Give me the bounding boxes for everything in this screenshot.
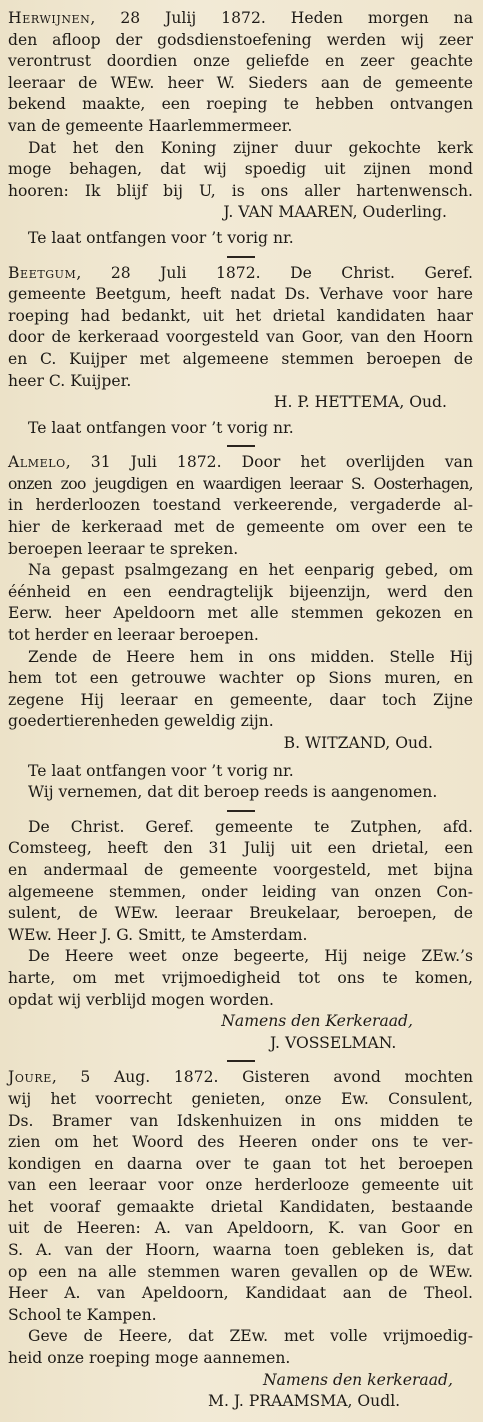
article-text-line: goedertierenheden geweldig zijn. [8,712,274,731]
article-text-line: onzen zoo jeugdigen en waardigen leeraar S. Oosterhagen, [8,474,473,493]
article-signature: M. J. PRAAMSMA, Oudl. [208,1392,401,1411]
article-text-line: verontrust doordien onze geliefde en zeer geachte [8,52,473,71]
article-almelo [8,452,473,804]
article-text-line: hier de kerkeraad met de gemeente om over een te [8,518,473,537]
article-zutphen [8,817,473,1055]
article-text-line: den afloop der godsdienstoefening werden wij zeer [8,30,473,49]
article-text-line: S. A. van der Hoorn, waarna toen gebleken is, dat [8,1241,473,1260]
article-placename: Almelo [8,453,66,472]
article-text-line: uit de Heeren: A. van Apeldoorn, K. van Goor en [8,1219,473,1238]
article-herwijnen [8,8,473,250]
article-text-line: Ds. Bramer van Idskenhuizen in ons midden te [8,1111,473,1130]
article-joure [8,1067,473,1413]
article-text-line: en andermaal de gemeente voorgesteld, met bijna [8,860,473,879]
section-divider [227,256,255,258]
article-closing: Namens den Kerkeraad, [221,1012,413,1031]
article-closing: Namens den kerkeraad, [263,1370,453,1389]
article-text-line: Almelo, 31 Juli 1872. Door het overlijden van [8,453,473,472]
article-text-line: hooren: Ik blijf bij U, is ons aller hartenwensch. [8,181,473,200]
article-text-line: sulent, de WEw. leeraar Breukelaar, beroepen, de [8,904,473,923]
article-placename: Herwijnen [8,9,91,27]
article-text-line: opdat wij verblijd mogen worden. [8,990,275,1009]
article-signature: B. WITZAND, Oud. [283,734,433,752]
article-text-line: éénheid en een eendragtelijk bijeenzijn, werd den [8,582,473,601]
article-signature: J. VOSSELMAN. [270,1033,397,1052]
article-text-line: gemeente Beetgum, heeft nadat Ds. Verhave voor hare [8,285,473,304]
article-text-line: kondigen en daarna over te gaan tot het beroepen [8,1154,473,1173]
article-text-line: De Heere weet onze begeerte, Hij neige ZEw.’s [28,947,473,966]
section-divider [227,810,255,812]
article-text-line: en C. Kuijper met algemeene stemmen beroepen de [8,349,473,368]
article-signature: H. P. HETTEMA, Oud. [273,393,447,412]
article-text-line: bekend maakte, een roeping te hebben ontvangen [8,95,473,114]
article-text-line: door de kerkeraad voorgesteld van Goor, van den Hoorn [8,328,473,347]
article-beetgum [8,263,473,440]
article-text-line: Geve de Heere, dat ZEw. met volle vrijmoedig- [28,1327,473,1346]
article-text-line: tot herder en leeraar beroepen. [8,626,259,645]
article-text-line: beroepen leeraar te spreken. [8,539,239,558]
article-text-line: De Christ. Geref. gemeente te Zutphen, afd. [28,817,473,836]
late-note: Te laat ontfangen voor ’t vorig nr. [28,418,294,437]
article-text-line: moge behagen, dat wij spoedig uit zijnen mond [8,160,473,179]
article-text-line: zegene Hij leeraar en gemeente, daar toch Zijne [8,690,473,709]
article-text-line: Heer A. van Apeldoorn, Kandidaat aan de Theol. [8,1284,473,1303]
section-divider [227,445,255,447]
article-text-line: het vooraf gemaakte drietal Kandidaten, bestaande [8,1197,473,1216]
article-text-line: leeraar de WEw. heer W. Sieders aan de gemeente [8,73,473,92]
article-text-line: Herwijnen, 28 Julij 1872. Heden morgen na [8,9,473,27]
article-text-line: WEw. Heer J. G. Smitt, te Amsterdam. [8,925,308,944]
article-text-line: Eerw. heer Apeldoorn met alle stemmen gekozen en [8,604,473,623]
article-text-line: algemeene stemmen, onder leiding van onzen Con- [8,882,473,901]
article-signature: J. VAN MAAREN, Ouderling. [223,203,447,222]
article-text-line: Joure, 5 Aug. 1872. Gisteren avond mochten [8,1068,473,1087]
article-text-line: in herderloozen toestand verkeerende, vergaderde al- [8,496,473,515]
article-text-line: roeping had bedankt, uit het drietal kandidaten haar [8,306,473,325]
article-text-line: van een leeraar voor onze herderlooze gemeente uit [8,1176,473,1195]
article-placename: Beetgum [8,263,77,282]
article-text-line: hem tot een getrouwe wachter op Sions muren, en [8,669,473,688]
article-text-line: Comsteeg, heeft den 31 Julij uit een drietal, een [8,839,473,858]
article-text-line: Beetgum, 28 Juli 1872. De Christ. Geref. [8,263,473,282]
article-text-line: harte, om met vrijmoedigheid tot ons te komen, [8,968,473,987]
article-text-line: wij het voorrecht genieten, onze Ew. Consulent, [8,1089,473,1108]
article-text-line: op een na alle stemmen waren gevallen op de WEw. [8,1262,473,1281]
article-text-line: School te Kampen. [8,1305,157,1324]
article-text-line: heid onze roeping moge aannemen. [8,1349,291,1368]
late-note: Te laat ontfangen voor ’t vorig nr. [28,228,294,247]
article-text-line: Dat het den Koning zijner duur gekochte kerk [28,138,473,157]
article-text-line: van de gemeente Haarlemmermeer. [8,116,293,135]
article-placename: Joure [8,1068,52,1087]
article-text-line: Zende de Heere hem in ons midden. Stelle Hij [28,647,473,666]
article-text-line: zien om het Woord des Heeren onder ons te ver- [8,1133,473,1152]
section-divider [227,1060,255,1062]
article-text-line: heer C. Kuijper. [8,371,132,390]
late-note: Te laat ontfangen voor ’t vorig nr. [28,761,294,780]
article-text-line: Na gepast psalmgezang en het eenparig gebed, om [28,561,473,580]
acceptance-note: Wij vernemen, dat dit beroep reeds is aangenomen. [28,783,438,802]
